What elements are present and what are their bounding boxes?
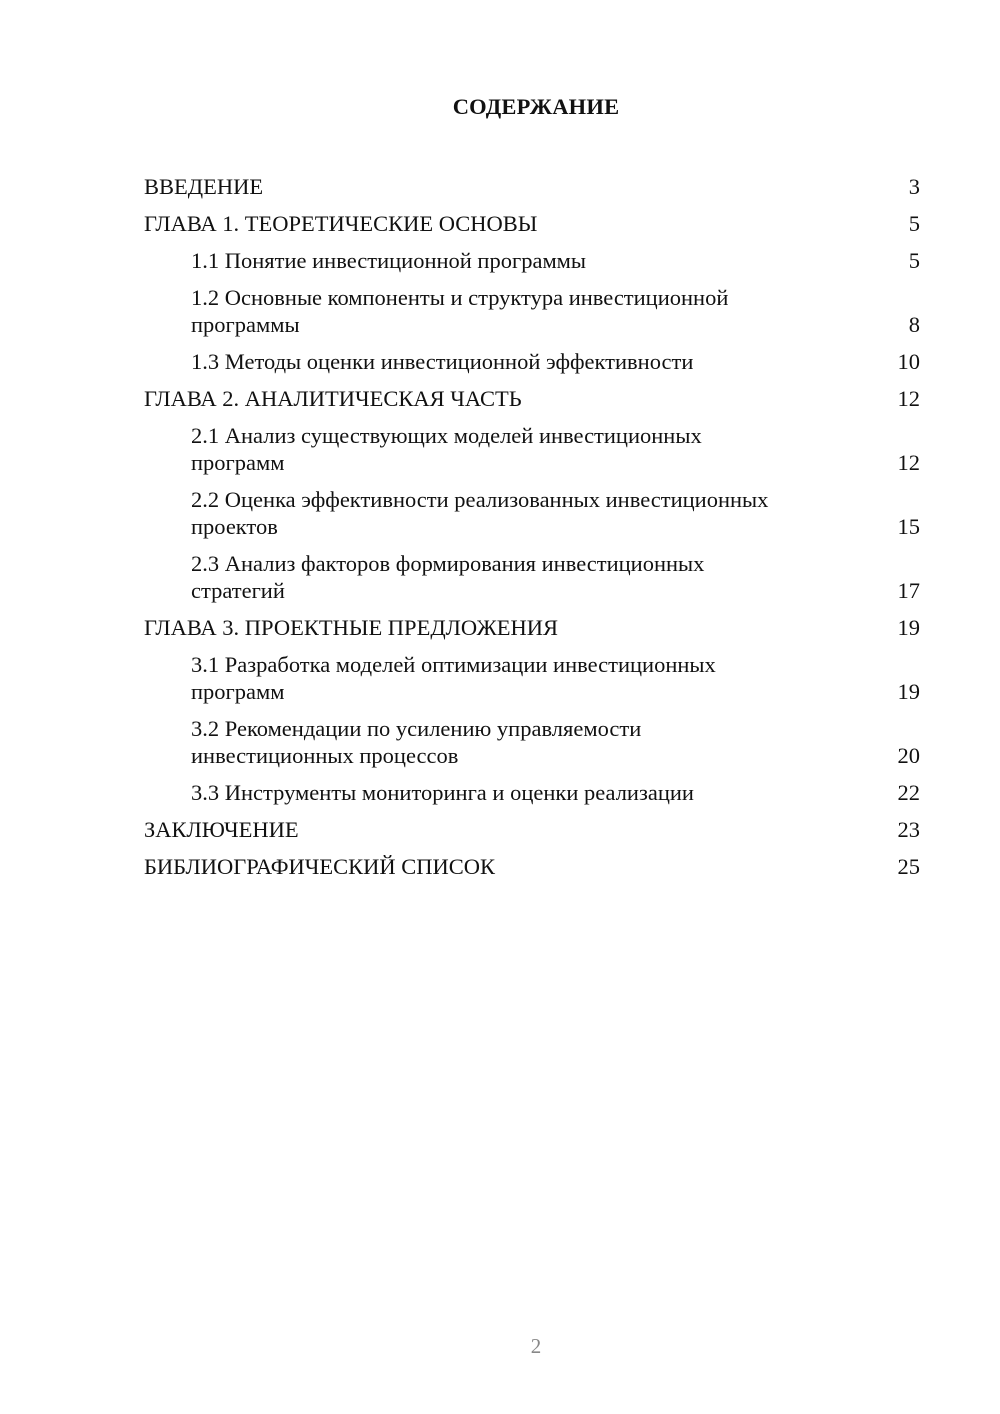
toc-entry-page: 5 [908,211,920,236]
toc-entry-label: 3.3 Инструменты мониторинга и оценки реализации [191,780,694,805]
toc-entry-label: 1.1 Понятие инвестиционной программы [191,248,587,273]
toc-entry-label: 2.1 Анализ существующих моделей инвестиционных программ [191,423,702,475]
toc-entry-page: 19 [897,679,920,704]
toc-entry-label: 2.3 Анализ факторов формирования инвестиционных стратегий [191,551,705,603]
toc-entry-section-3-2[interactable] [144,710,920,774]
toc-entry-label: ГЛАВА 3. ПРОЕКТНЫЕ ПРЕДЛОЖЕНИЯ [144,615,559,640]
toc-entry-label: ГЛАВА 1. ТЕОРЕТИЧЕСКИЕ ОСНОВЫ [144,211,538,236]
toc-entry-label: 2.2 Оценка эффективности реализованных инвестиционных проектов [191,487,769,539]
toc-entry-chapter-1[interactable] [144,205,920,242]
toc-entry-page: 3 [908,174,920,199]
toc-entry-page: 15 [897,514,920,539]
table-of-contents [144,168,920,885]
toc-entry-label: 1.3 Методы оценки инвестиционной эффективности [191,349,694,374]
toc-entry-page: 19 [897,615,920,640]
toc-entry-page: 8 [908,312,920,337]
toc-entry-label: 1.2 Основные компоненты и структура инвестиционной программы [191,285,729,337]
toc-entry-label: ВВЕДЕНИЕ [144,174,264,199]
toc-entry-label: 3.2 Рекомендации по усилению управляемости инвестиционных процессов [191,716,642,768]
toc-entry-page: 20 [897,743,920,768]
toc-entry-section-1-3[interactable] [144,343,920,380]
toc-entry-page: 12 [897,386,920,411]
toc-entry-label: БИБЛИОГРАФИЧЕСКИЙ СПИСОК [144,854,496,879]
toc-entry-label: 3.1 Разработка моделей оптимизации инвестиционных программ [191,652,716,704]
toc-entry-bibliography[interactable] [144,848,920,885]
toc-entry-section-2-1[interactable] [144,417,920,481]
toc-entry-section-1-1[interactable] [144,242,920,279]
toc-entry-page: 25 [897,854,920,879]
toc-entry-section-3-1[interactable] [144,646,920,710]
toc-entry-conclusion[interactable] [144,811,920,848]
toc-entry-section-2-2[interactable] [144,481,920,545]
toc-entry-page: 23 [897,817,920,842]
toc-entry-chapter-2[interactable] [144,380,920,417]
toc-entry-page: 17 [897,578,920,603]
toc-entry-page: 10 [897,349,920,374]
toc-entry-section-2-3[interactable] [144,545,920,609]
toc-entry-chapter-3[interactable] [144,609,920,646]
page-title: СОДЕРЖАНИЕ [452,94,620,119]
toc-entry-label: ЗАКЛЮЧЕНИЕ [144,817,299,842]
toc-entry-page: 5 [908,248,920,273]
toc-entry-page: 22 [897,780,920,805]
toc-entry-page: 12 [897,450,920,475]
toc-entry-introduction[interactable] [144,168,920,205]
toc-entry-section-3-3[interactable] [144,774,920,811]
toc-entry-section-1-2[interactable] [144,279,920,343]
page-number: 2 [530,1334,542,1358]
toc-entry-label: ГЛАВА 2. АНАЛИТИЧЕСКАЯ ЧАСТЬ [144,386,522,411]
